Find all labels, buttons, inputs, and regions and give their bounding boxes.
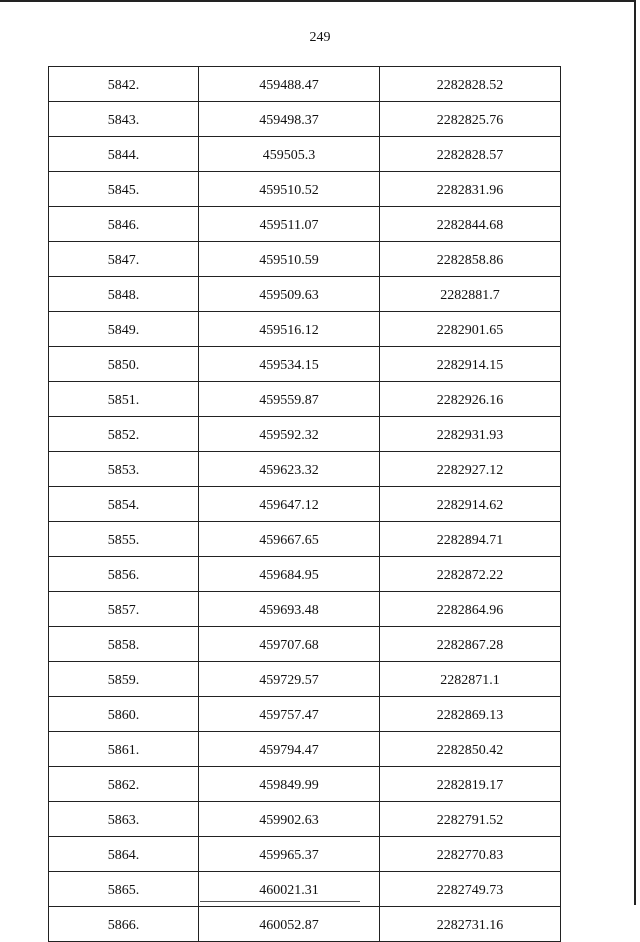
y-coordinate-cell: 2282864.96 (380, 592, 561, 627)
point-number-cell: 5850. (49, 347, 199, 382)
x-coordinate-cell: 459505.3 (199, 137, 380, 172)
x-coordinate-cell: 459559.87 (199, 382, 380, 417)
point-number-cell: 5845. (49, 172, 199, 207)
page-right-edge (634, 0, 636, 905)
x-coordinate-cell: 459534.15 (199, 347, 380, 382)
y-coordinate-cell: 2282825.76 (380, 102, 561, 137)
y-coordinate-cell: 2282770.83 (380, 837, 561, 872)
y-coordinate-cell: 2282926.16 (380, 382, 561, 417)
x-coordinate-cell: 459647.12 (199, 487, 380, 522)
point-number-cell: 5852. (49, 417, 199, 452)
y-coordinate-cell: 2282869.13 (380, 697, 561, 732)
x-coordinate-cell: 459849.99 (199, 767, 380, 802)
y-coordinate-cell: 2282914.62 (380, 487, 561, 522)
point-number-cell: 5854. (49, 487, 199, 522)
y-coordinate-cell: 2282867.28 (380, 627, 561, 662)
x-coordinate-cell: 459510.52 (199, 172, 380, 207)
y-coordinate-cell: 2282914.15 (380, 347, 561, 382)
y-coordinate-cell: 2282850.42 (380, 732, 561, 767)
table-row (49, 312, 561, 347)
table-row (49, 382, 561, 417)
point-number-cell: 5866. (49, 907, 199, 942)
y-coordinate-cell: 2282791.52 (380, 802, 561, 837)
x-coordinate-cell: 459509.63 (199, 277, 380, 312)
table-row (49, 522, 561, 557)
y-coordinate-cell: 2282871.1 (380, 662, 561, 697)
point-number-cell: 5856. (49, 557, 199, 592)
x-coordinate-cell: 459729.57 (199, 662, 380, 697)
table-row (49, 242, 561, 277)
x-coordinate-cell: 459707.68 (199, 627, 380, 662)
x-coordinate-cell: 459623.32 (199, 452, 380, 487)
point-number-cell: 5844. (49, 137, 199, 172)
point-number-cell: 5865. (49, 872, 199, 907)
point-number-cell: 5843. (49, 102, 199, 137)
y-coordinate-cell: 2282872.22 (380, 557, 561, 592)
x-coordinate-cell: 459592.32 (199, 417, 380, 452)
coordinates-table (48, 66, 561, 942)
x-coordinate-cell: 459516.12 (199, 312, 380, 347)
point-number-cell: 5853. (49, 452, 199, 487)
y-coordinate-cell: 2282894.71 (380, 522, 561, 557)
y-coordinate-cell: 2282731.16 (380, 907, 561, 942)
table-row (49, 452, 561, 487)
x-coordinate-cell: 459965.37 (199, 837, 380, 872)
point-number-cell: 5848. (49, 277, 199, 312)
y-coordinate-cell: 2282828.52 (380, 67, 561, 102)
point-number-cell: 5849. (49, 312, 199, 347)
point-number-cell: 5857. (49, 592, 199, 627)
point-number-cell: 5846. (49, 207, 199, 242)
table-row (49, 102, 561, 137)
x-coordinate-cell: 459667.65 (199, 522, 380, 557)
table-row (49, 767, 561, 802)
x-coordinate-cell: 460021.31 (199, 872, 380, 907)
x-coordinate-cell: 459498.37 (199, 102, 380, 137)
table-row (49, 172, 561, 207)
table-row (49, 907, 561, 942)
table-row (49, 417, 561, 452)
x-coordinate-cell: 460052.87 (199, 907, 380, 942)
table-row (49, 277, 561, 312)
point-number-cell: 5861. (49, 732, 199, 767)
table-row (49, 662, 561, 697)
table-row (49, 837, 561, 872)
y-coordinate-cell: 2282858.86 (380, 242, 561, 277)
point-number-cell: 5847. (49, 242, 199, 277)
table-row (49, 592, 561, 627)
table-row (49, 137, 561, 172)
y-coordinate-cell: 2282927.12 (380, 452, 561, 487)
y-coordinate-cell: 2282831.96 (380, 172, 561, 207)
y-coordinate-cell: 2282844.68 (380, 207, 561, 242)
point-number-cell: 5851. (49, 382, 199, 417)
table-row (49, 872, 561, 907)
x-coordinate-cell: 459510.59 (199, 242, 380, 277)
x-coordinate-cell: 459902.63 (199, 802, 380, 837)
x-coordinate-cell: 459757.47 (199, 697, 380, 732)
y-coordinate-cell: 2282901.65 (380, 312, 561, 347)
x-coordinate-cell: 459693.48 (199, 592, 380, 627)
point-number-cell: 5860. (49, 697, 199, 732)
table-row (49, 697, 561, 732)
y-coordinate-cell: 2282828.57 (380, 137, 561, 172)
y-coordinate-cell: 2282881.7 (380, 277, 561, 312)
table-row (49, 557, 561, 592)
page-number: 249 (309, 30, 331, 45)
x-coordinate-cell: 459794.47 (199, 732, 380, 767)
x-coordinate-cell: 459488.47 (199, 67, 380, 102)
table-row (49, 487, 561, 522)
point-number-cell: 5858. (49, 627, 199, 662)
table-row (49, 802, 561, 837)
page-top-edge (0, 0, 636, 2)
table-row (49, 347, 561, 382)
point-number-cell: 5859. (49, 662, 199, 697)
x-coordinate-cell: 459511.07 (199, 207, 380, 242)
y-coordinate-cell: 2282931.93 (380, 417, 561, 452)
point-number-cell: 5863. (49, 802, 199, 837)
x-coordinate-cell: 459684.95 (199, 557, 380, 592)
table-row (49, 207, 561, 242)
y-coordinate-cell: 2282819.17 (380, 767, 561, 802)
point-number-cell: 5855. (49, 522, 199, 557)
coordinates-table-body (49, 67, 561, 942)
table-row (49, 627, 561, 662)
point-number-cell: 5862. (49, 767, 199, 802)
point-number-cell: 5864. (49, 837, 199, 872)
table-row (49, 67, 561, 102)
table-row (49, 732, 561, 767)
point-number-cell: 5842. (49, 67, 199, 102)
y-coordinate-cell: 2282749.73 (380, 872, 561, 907)
